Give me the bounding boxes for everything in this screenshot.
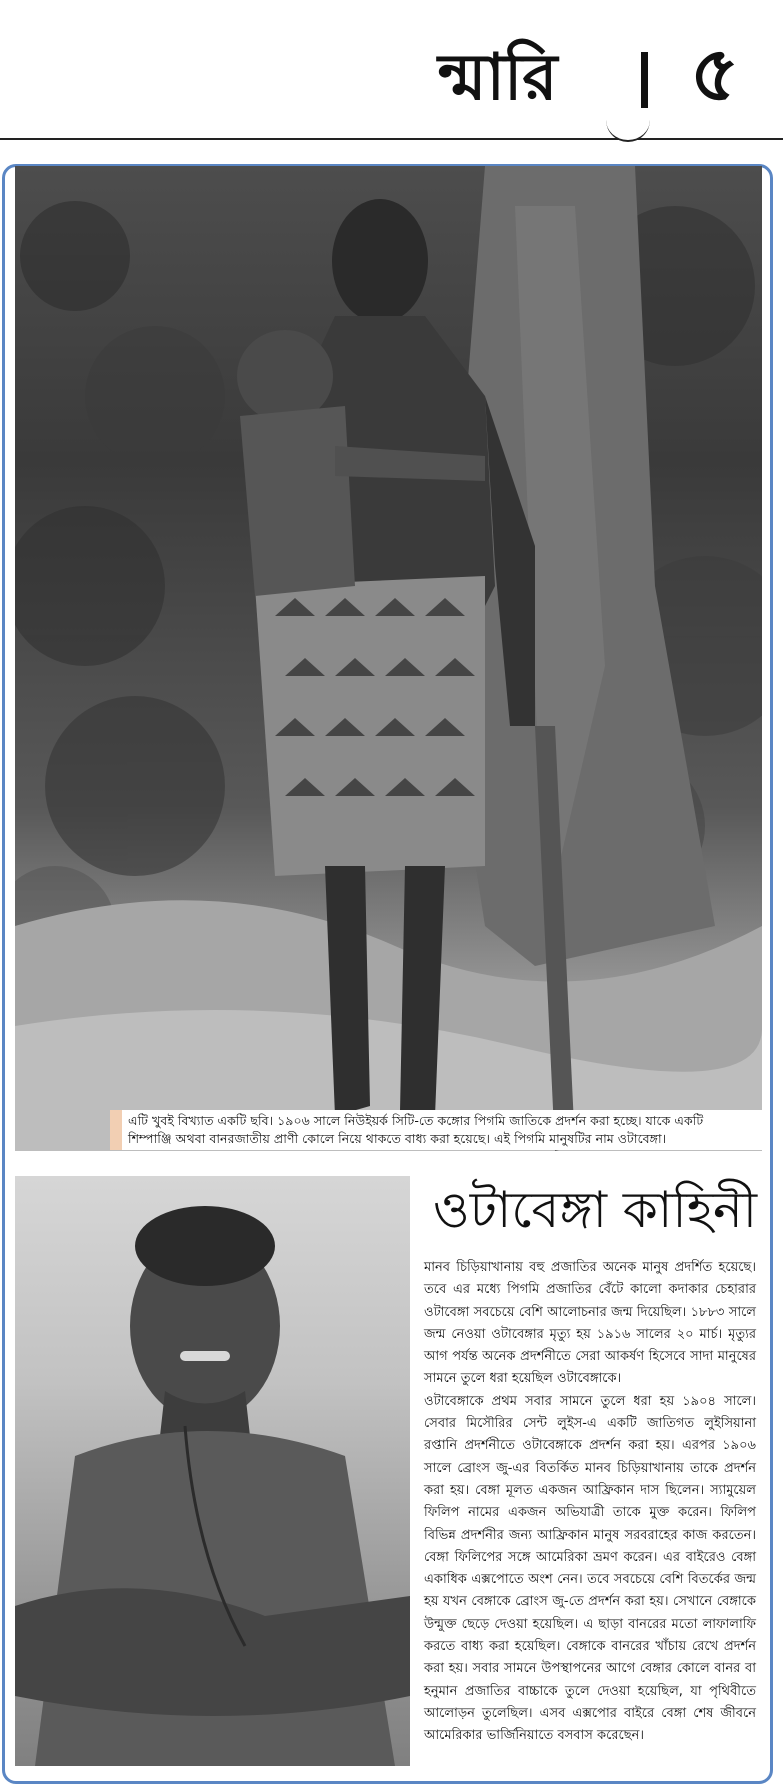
article-body <box>424 1257 756 1748</box>
article-paragraph-1: মানব চিড়িয়াখানায় বহু প্রজাতির অনেক মানুষ প্রদর্শিত হয়েছে। তবে এর মধ্যে পিগমি প্রজাতির বেঁটে কালো কদাকার চেহারার ওটাবেঙ্গা সবচেয়ে বেশি আলোচনার জন্ম দিয়েছিল। ১৮৮৩ সালে জন্ম নেওয়া ওটাবেঙ্গার মৃত্যু হয় ১৯১৬ সালের ২০ মার্চ। মৃত্যুর আগ পর্যন্ত অনেক প্রদর্শনীতে সেরা আকর্ষণ হিসেবে সাদা মানুষের সামনে তুলে ধরা হয়েছিল ওটাবেঙ্গাকে। <box>424 1260 756 1387</box>
historical-photo-top <box>15 166 762 1151</box>
photo-caption <box>110 1110 763 1150</box>
page-number: ৫ <box>690 29 740 118</box>
caption-line-1: এটি খুবই বিখ্যাত একটি ছবি। ১৯০৬ সালে নিউইয়র্ক সিটি-তে কঙ্গোর পিগমি জাতিকে প্রদর্শন করা হচ্ছে। যাকে একটি <box>128 1113 704 1128</box>
header-rule <box>0 138 783 140</box>
portrait-illustration <box>15 1176 410 1766</box>
header-separator <box>641 52 648 108</box>
caption-line-2: শিম্পাঞ্জি অথবা বানরজাতীয় প্রাণী কোলে নিয়ে থাকতে বাধ্য করা হয়েছে। এই পিগমি মানুষটির নাম ওটাবেঙ্গা। <box>128 1131 667 1146</box>
article-paragraph-2: ওটাবেঙ্গাকে প্রথম সবার সামনে তুলে ধরা হয় ১৯০৪ সালে। সেবার মিসৌরির সেন্ট লুইস-এ একটি জাতিগত লুইসিয়ানা রপ্তানি প্রদর্শনীতে ওটাবেঙ্গাকে প্রদর্শন করা হয়। এরপর ১৯০৬ সালে ব্রোংস জু-এর বিতর্কিত মানব চিড়িয়াখানায় তাকে প্রদর্শন করা হয়। বেঙ্গা মূলত একজন আফ্রিকান দাস ছিলেন। স্যামুয়েল ফিলিপ নামের একজন অভিযাত্রী তাকে মুক্ত করেন। ফিলিপ বিভিন্ন প্রদর্শনীর জন্য আফ্রিকান মানুষ সরবরাহের কাজ করতেন। বেঙ্গা ফিলিপের সঙ্গে আমেরিকা ভ্রমণ করেন। এর বাইরেও বেঙ্গা একাধিক এক্সপোতে অংশ নেন। তবে সবচেয়ে বেশি বিতর্কের জন্ম হয় যখন বেঙ্গাকে ব্রোংস জু-তে প্রদর্শন করা হয়। সেখানে বেঙ্গাকে উন্মুক্ত ছেড়ে দেওয়া হয়েছিল। এ ছাড়া বানরের মতো লাফালাফি করতে বাধ্য করা হয়েছিল। বেঙ্গাকে বানরের খাঁচায় রেখে প্রদর্শন করা হয়। সবার সামনে উপস্থাপনের আগে বেঙ্গার কোলে বানর বা হনুমান প্রজাতির বাচ্চাকে তুলে দেওয়া হয়েছিল, যা পৃথিবীতে আলোড়ন তুলেছিল। এসব এক্সপোর বাইরে বেঙ্গা শেষ জীবনে আমেরিকার ভার্জিনিয়াতে বসবাস করেছেন। <box>424 1393 756 1744</box>
article-headline: ওটাবেঙ্গা কাহিনী <box>432 1181 758 1239</box>
section-title: ন্মারি <box>438 41 557 115</box>
page-header <box>0 0 783 150</box>
portrait-photo <box>15 1176 410 1766</box>
photo-illustration <box>15 166 762 1151</box>
